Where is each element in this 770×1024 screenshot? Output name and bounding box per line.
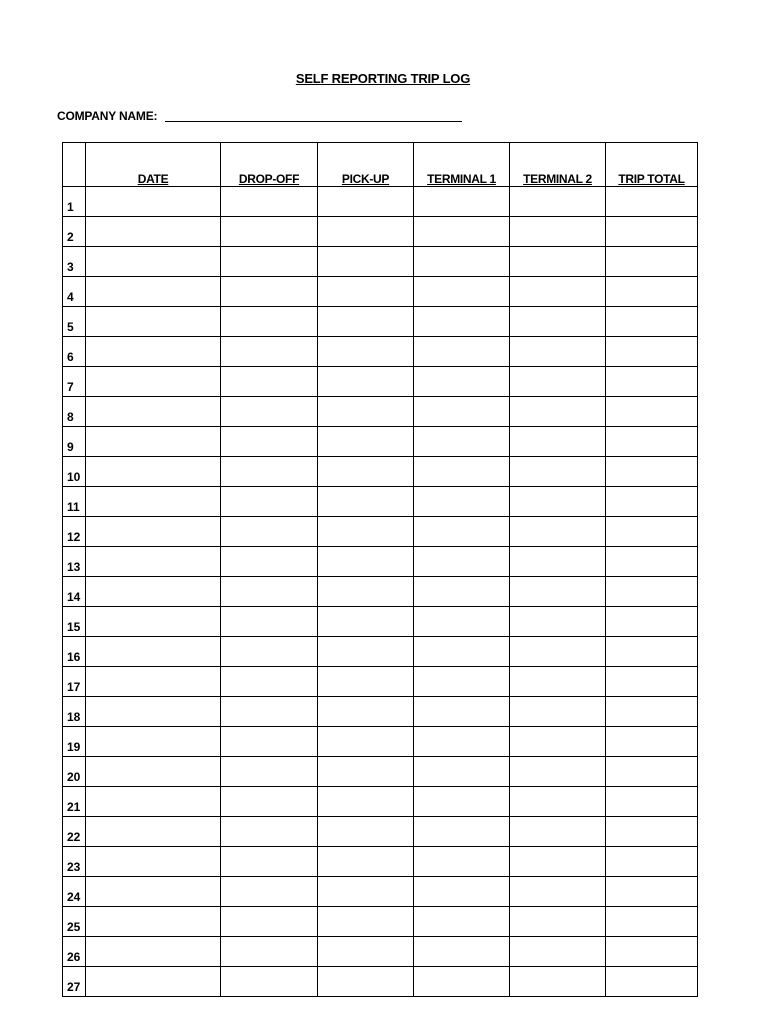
- cell-pick-up[interactable]: [318, 697, 414, 727]
- cell-terminal-1[interactable]: [414, 697, 510, 727]
- row-number: 8: [63, 397, 86, 427]
- cell-trip-total[interactable]: [606, 847, 698, 877]
- table-row: [63, 667, 698, 697]
- cell-terminal-1[interactable]: [414, 217, 510, 247]
- cell-terminal-1[interactable]: [414, 757, 510, 787]
- cell-pick-up[interactable]: [318, 967, 414, 997]
- cell-trip-total[interactable]: [606, 697, 698, 727]
- table-row: [63, 247, 698, 277]
- cell-pick-up[interactable]: [318, 427, 414, 457]
- row-number: 19: [63, 727, 86, 757]
- cell-terminal-2[interactable]: [510, 847, 606, 877]
- row-number: 15: [63, 607, 86, 637]
- cell-trip-total[interactable]: [606, 937, 698, 967]
- cell-terminal-1[interactable]: [414, 487, 510, 517]
- cell-date[interactable]: [86, 907, 221, 937]
- cell-drop-off[interactable]: [221, 247, 318, 277]
- cell-trip-total[interactable]: [606, 607, 698, 637]
- row-number: 25: [63, 907, 86, 937]
- cell-pick-up[interactable]: [318, 517, 414, 547]
- table-row: [63, 427, 698, 457]
- trip-log-table: [62, 142, 698, 997]
- cell-terminal-1[interactable]: [414, 397, 510, 427]
- cell-drop-off[interactable]: [221, 637, 318, 667]
- cell-terminal-2[interactable]: [510, 697, 606, 727]
- column-header-date: DATE: [86, 143, 221, 187]
- cell-terminal-1[interactable]: [414, 517, 510, 547]
- table-row: [63, 967, 698, 997]
- table-row: [63, 937, 698, 967]
- cell-date[interactable]: [86, 367, 221, 397]
- cell-trip-total[interactable]: [606, 787, 698, 817]
- cell-pick-up[interactable]: [318, 247, 414, 277]
- cell-terminal-2[interactable]: [510, 667, 606, 697]
- cell-drop-off[interactable]: [221, 337, 318, 367]
- cell-terminal-2[interactable]: [510, 937, 606, 967]
- cell-terminal-2[interactable]: [510, 547, 606, 577]
- cell-terminal-1[interactable]: [414, 607, 510, 637]
- table-row: [63, 697, 698, 727]
- cell-date[interactable]: [86, 427, 221, 457]
- cell-date[interactable]: [86, 517, 221, 547]
- cell-pick-up[interactable]: [318, 217, 414, 247]
- cell-trip-total[interactable]: [606, 907, 698, 937]
- cell-pick-up[interactable]: [318, 907, 414, 937]
- cell-drop-off[interactable]: [221, 307, 318, 337]
- row-number: 27: [63, 967, 86, 997]
- cell-terminal-1[interactable]: [414, 667, 510, 697]
- cell-terminal-2[interactable]: [510, 517, 606, 547]
- row-number: 1: [63, 187, 86, 217]
- cell-drop-off[interactable]: [221, 697, 318, 727]
- table-row: [63, 487, 698, 517]
- cell-date[interactable]: [86, 667, 221, 697]
- cell-terminal-1[interactable]: [414, 877, 510, 907]
- cell-terminal-2[interactable]: [510, 457, 606, 487]
- cell-pick-up[interactable]: [318, 577, 414, 607]
- table-row: [63, 187, 698, 217]
- cell-trip-total[interactable]: [606, 217, 698, 247]
- row-number: 21: [63, 787, 86, 817]
- table-row: [63, 877, 698, 907]
- table-row: [63, 727, 698, 757]
- row-number: 6: [63, 337, 86, 367]
- cell-pick-up[interactable]: [318, 307, 414, 337]
- cell-pick-up[interactable]: [318, 607, 414, 637]
- row-number: 24: [63, 877, 86, 907]
- cell-terminal-1[interactable]: [414, 547, 510, 577]
- cell-terminal-1[interactable]: [414, 937, 510, 967]
- cell-terminal-2[interactable]: [510, 427, 606, 457]
- cell-drop-off[interactable]: [221, 727, 318, 757]
- cell-terminal-1[interactable]: [414, 847, 510, 877]
- cell-terminal-2[interactable]: [510, 217, 606, 247]
- cell-drop-off[interactable]: [221, 397, 318, 427]
- row-number: 12: [63, 517, 86, 547]
- cell-terminal-1[interactable]: [414, 307, 510, 337]
- row-number: 2: [63, 217, 86, 247]
- cell-terminal-1[interactable]: [414, 337, 510, 367]
- cell-terminal-1[interactable]: [414, 457, 510, 487]
- cell-trip-total[interactable]: [606, 577, 698, 607]
- table-row: [63, 607, 698, 637]
- cell-pick-up[interactable]: [318, 457, 414, 487]
- cell-terminal-2[interactable]: [510, 367, 606, 397]
- cell-pick-up[interactable]: [318, 757, 414, 787]
- cell-date[interactable]: [86, 877, 221, 907]
- column-header-drop-off: DROP-OFF: [221, 143, 318, 187]
- cell-pick-up[interactable]: [318, 787, 414, 817]
- cell-pick-up[interactable]: [318, 847, 414, 877]
- row-number: 17: [63, 667, 86, 697]
- cell-date[interactable]: [86, 637, 221, 667]
- table-row: [63, 787, 698, 817]
- row-number: 3: [63, 247, 86, 277]
- cell-pick-up[interactable]: [318, 937, 414, 967]
- cell-terminal-1[interactable]: [414, 907, 510, 937]
- row-number: 26: [63, 937, 86, 967]
- cell-pick-up[interactable]: [318, 877, 414, 907]
- cell-pick-up[interactable]: [318, 367, 414, 397]
- cell-pick-up[interactable]: [318, 487, 414, 517]
- cell-terminal-2[interactable]: [510, 397, 606, 427]
- row-number: 11: [63, 487, 86, 517]
- cell-drop-off[interactable]: [221, 817, 318, 847]
- cell-terminal-2[interactable]: [510, 637, 606, 667]
- company-name-field[interactable]: [165, 121, 462, 122]
- cell-date[interactable]: [86, 217, 221, 247]
- cell-pick-up[interactable]: [318, 397, 414, 427]
- cell-drop-off[interactable]: [221, 967, 318, 997]
- cell-date[interactable]: [86, 727, 221, 757]
- cell-terminal-2[interactable]: [510, 487, 606, 517]
- row-number: 20: [63, 757, 86, 787]
- row-number: 23: [63, 847, 86, 877]
- cell-terminal-2[interactable]: [510, 607, 606, 637]
- cell-pick-up[interactable]: [318, 547, 414, 577]
- cell-drop-off[interactable]: [221, 487, 318, 517]
- cell-drop-off[interactable]: [221, 907, 318, 937]
- cell-date[interactable]: [86, 607, 221, 637]
- cell-pick-up[interactable]: [318, 667, 414, 697]
- row-number: 16: [63, 637, 86, 667]
- row-number-header: [63, 143, 86, 187]
- cell-date[interactable]: [86, 547, 221, 577]
- column-header-terminal-1: TERMINAL 1: [414, 143, 510, 187]
- cell-drop-off[interactable]: [221, 367, 318, 397]
- company-name-row: [57, 107, 462, 123]
- cell-date[interactable]: [86, 787, 221, 817]
- cell-date[interactable]: [86, 847, 221, 877]
- cell-drop-off[interactable]: [221, 937, 318, 967]
- cell-trip-total[interactable]: [606, 637, 698, 667]
- table-row: [63, 637, 698, 667]
- cell-drop-off[interactable]: [221, 757, 318, 787]
- table-row: [63, 217, 698, 247]
- cell-drop-off[interactable]: [221, 187, 318, 217]
- table-row: [63, 457, 698, 487]
- cell-date[interactable]: [86, 697, 221, 727]
- cell-date[interactable]: [86, 577, 221, 607]
- cell-terminal-1[interactable]: [414, 727, 510, 757]
- table-row: [63, 757, 698, 787]
- cell-pick-up[interactable]: [318, 277, 414, 307]
- cell-terminal-1[interactable]: [414, 187, 510, 217]
- cell-terminal-2[interactable]: [510, 277, 606, 307]
- cell-pick-up[interactable]: [318, 637, 414, 667]
- cell-trip-total[interactable]: [606, 457, 698, 487]
- cell-terminal-1[interactable]: [414, 277, 510, 307]
- table-row: [63, 847, 698, 877]
- cell-drop-off[interactable]: [221, 217, 318, 247]
- cell-pick-up[interactable]: [318, 727, 414, 757]
- table-row: [63, 517, 698, 547]
- cell-terminal-1[interactable]: [414, 247, 510, 277]
- cell-trip-total[interactable]: [606, 307, 698, 337]
- cell-terminal-2[interactable]: [510, 967, 606, 997]
- cell-date[interactable]: [86, 937, 221, 967]
- cell-date[interactable]: [86, 277, 221, 307]
- cell-terminal-2[interactable]: [510, 817, 606, 847]
- column-header-trip-total: TRIP TOTAL: [606, 143, 698, 187]
- table-row: [63, 547, 698, 577]
- cell-drop-off[interactable]: [221, 607, 318, 637]
- cell-terminal-2[interactable]: [510, 187, 606, 217]
- table-row: [63, 277, 698, 307]
- cell-date[interactable]: [86, 187, 221, 217]
- cell-terminal-2[interactable]: [510, 877, 606, 907]
- cell-date[interactable]: [86, 307, 221, 337]
- table-row: [63, 817, 698, 847]
- cell-trip-total[interactable]: [606, 517, 698, 547]
- table-row: [63, 367, 698, 397]
- table-row: [63, 307, 698, 337]
- cell-trip-total[interactable]: [606, 277, 698, 307]
- cell-pick-up[interactable]: [318, 817, 414, 847]
- cell-drop-off[interactable]: [221, 847, 318, 877]
- cell-drop-off[interactable]: [221, 517, 318, 547]
- row-number: 13: [63, 547, 86, 577]
- page-title: SELF REPORTING TRIP LOG: [295, 71, 471, 86]
- row-number: 5: [63, 307, 86, 337]
- cell-terminal-1[interactable]: [414, 577, 510, 607]
- cell-drop-off[interactable]: [221, 277, 318, 307]
- cell-drop-off[interactable]: [221, 877, 318, 907]
- cell-pick-up[interactable]: [318, 337, 414, 367]
- company-name-label: COMPANY NAME:: [57, 109, 158, 123]
- cell-trip-total[interactable]: [606, 547, 698, 577]
- row-number: 9: [63, 427, 86, 457]
- cell-trip-total[interactable]: [606, 427, 698, 457]
- cell-trip-total[interactable]: [606, 967, 698, 997]
- cell-terminal-2[interactable]: [510, 727, 606, 757]
- cell-trip-total[interactable]: [606, 187, 698, 217]
- cell-trip-total[interactable]: [606, 877, 698, 907]
- row-number: 14: [63, 577, 86, 607]
- cell-trip-total[interactable]: [606, 397, 698, 427]
- cell-trip-total[interactable]: [606, 247, 698, 277]
- cell-trip-total[interactable]: [606, 487, 698, 517]
- cell-date[interactable]: [86, 757, 221, 787]
- cell-trip-total[interactable]: [606, 817, 698, 847]
- table-row: [63, 907, 698, 937]
- cell-terminal-2[interactable]: [510, 787, 606, 817]
- table-row: [63, 337, 698, 367]
- header-row: [63, 143, 698, 187]
- cell-trip-total[interactable]: [606, 727, 698, 757]
- cell-terminal-1[interactable]: [414, 367, 510, 397]
- cell-pick-up[interactable]: [318, 187, 414, 217]
- cell-trip-total[interactable]: [606, 757, 698, 787]
- cell-drop-off[interactable]: [221, 547, 318, 577]
- cell-trip-total[interactable]: [606, 367, 698, 397]
- cell-date[interactable]: [86, 397, 221, 427]
- cell-terminal-2[interactable]: [510, 907, 606, 937]
- cell-terminal-2[interactable]: [510, 307, 606, 337]
- cell-date[interactable]: [86, 337, 221, 367]
- cell-drop-off[interactable]: [221, 577, 318, 607]
- cell-terminal-1[interactable]: [414, 967, 510, 997]
- cell-terminal-2[interactable]: [510, 577, 606, 607]
- column-header-pick-up: PICK-UP: [318, 143, 414, 187]
- row-number: 10: [63, 457, 86, 487]
- cell-date[interactable]: [86, 967, 221, 997]
- table-row: [63, 577, 698, 607]
- cell-trip-total[interactable]: [606, 337, 698, 367]
- cell-terminal-2[interactable]: [510, 337, 606, 367]
- row-number: 7: [63, 367, 86, 397]
- cell-drop-off[interactable]: [221, 787, 318, 817]
- cell-trip-total[interactable]: [606, 667, 698, 697]
- cell-drop-off[interactable]: [221, 457, 318, 487]
- column-header-terminal-2: TERMINAL 2: [510, 143, 606, 187]
- cell-date[interactable]: [86, 457, 221, 487]
- cell-terminal-1[interactable]: [414, 637, 510, 667]
- table-row: [63, 397, 698, 427]
- trip-log-body: [63, 187, 698, 997]
- cell-drop-off[interactable]: [221, 667, 318, 697]
- cell-terminal-1[interactable]: [414, 427, 510, 457]
- cell-date[interactable]: [86, 817, 221, 847]
- cell-terminal-2[interactable]: [510, 247, 606, 277]
- cell-date[interactable]: [86, 487, 221, 517]
- cell-terminal-1[interactable]: [414, 787, 510, 817]
- row-number: 4: [63, 277, 86, 307]
- row-number: 22: [63, 817, 86, 847]
- cell-drop-off[interactable]: [221, 427, 318, 457]
- cell-date[interactable]: [86, 247, 221, 277]
- cell-terminal-1[interactable]: [414, 817, 510, 847]
- cell-terminal-2[interactable]: [510, 757, 606, 787]
- row-number: 18: [63, 697, 86, 727]
